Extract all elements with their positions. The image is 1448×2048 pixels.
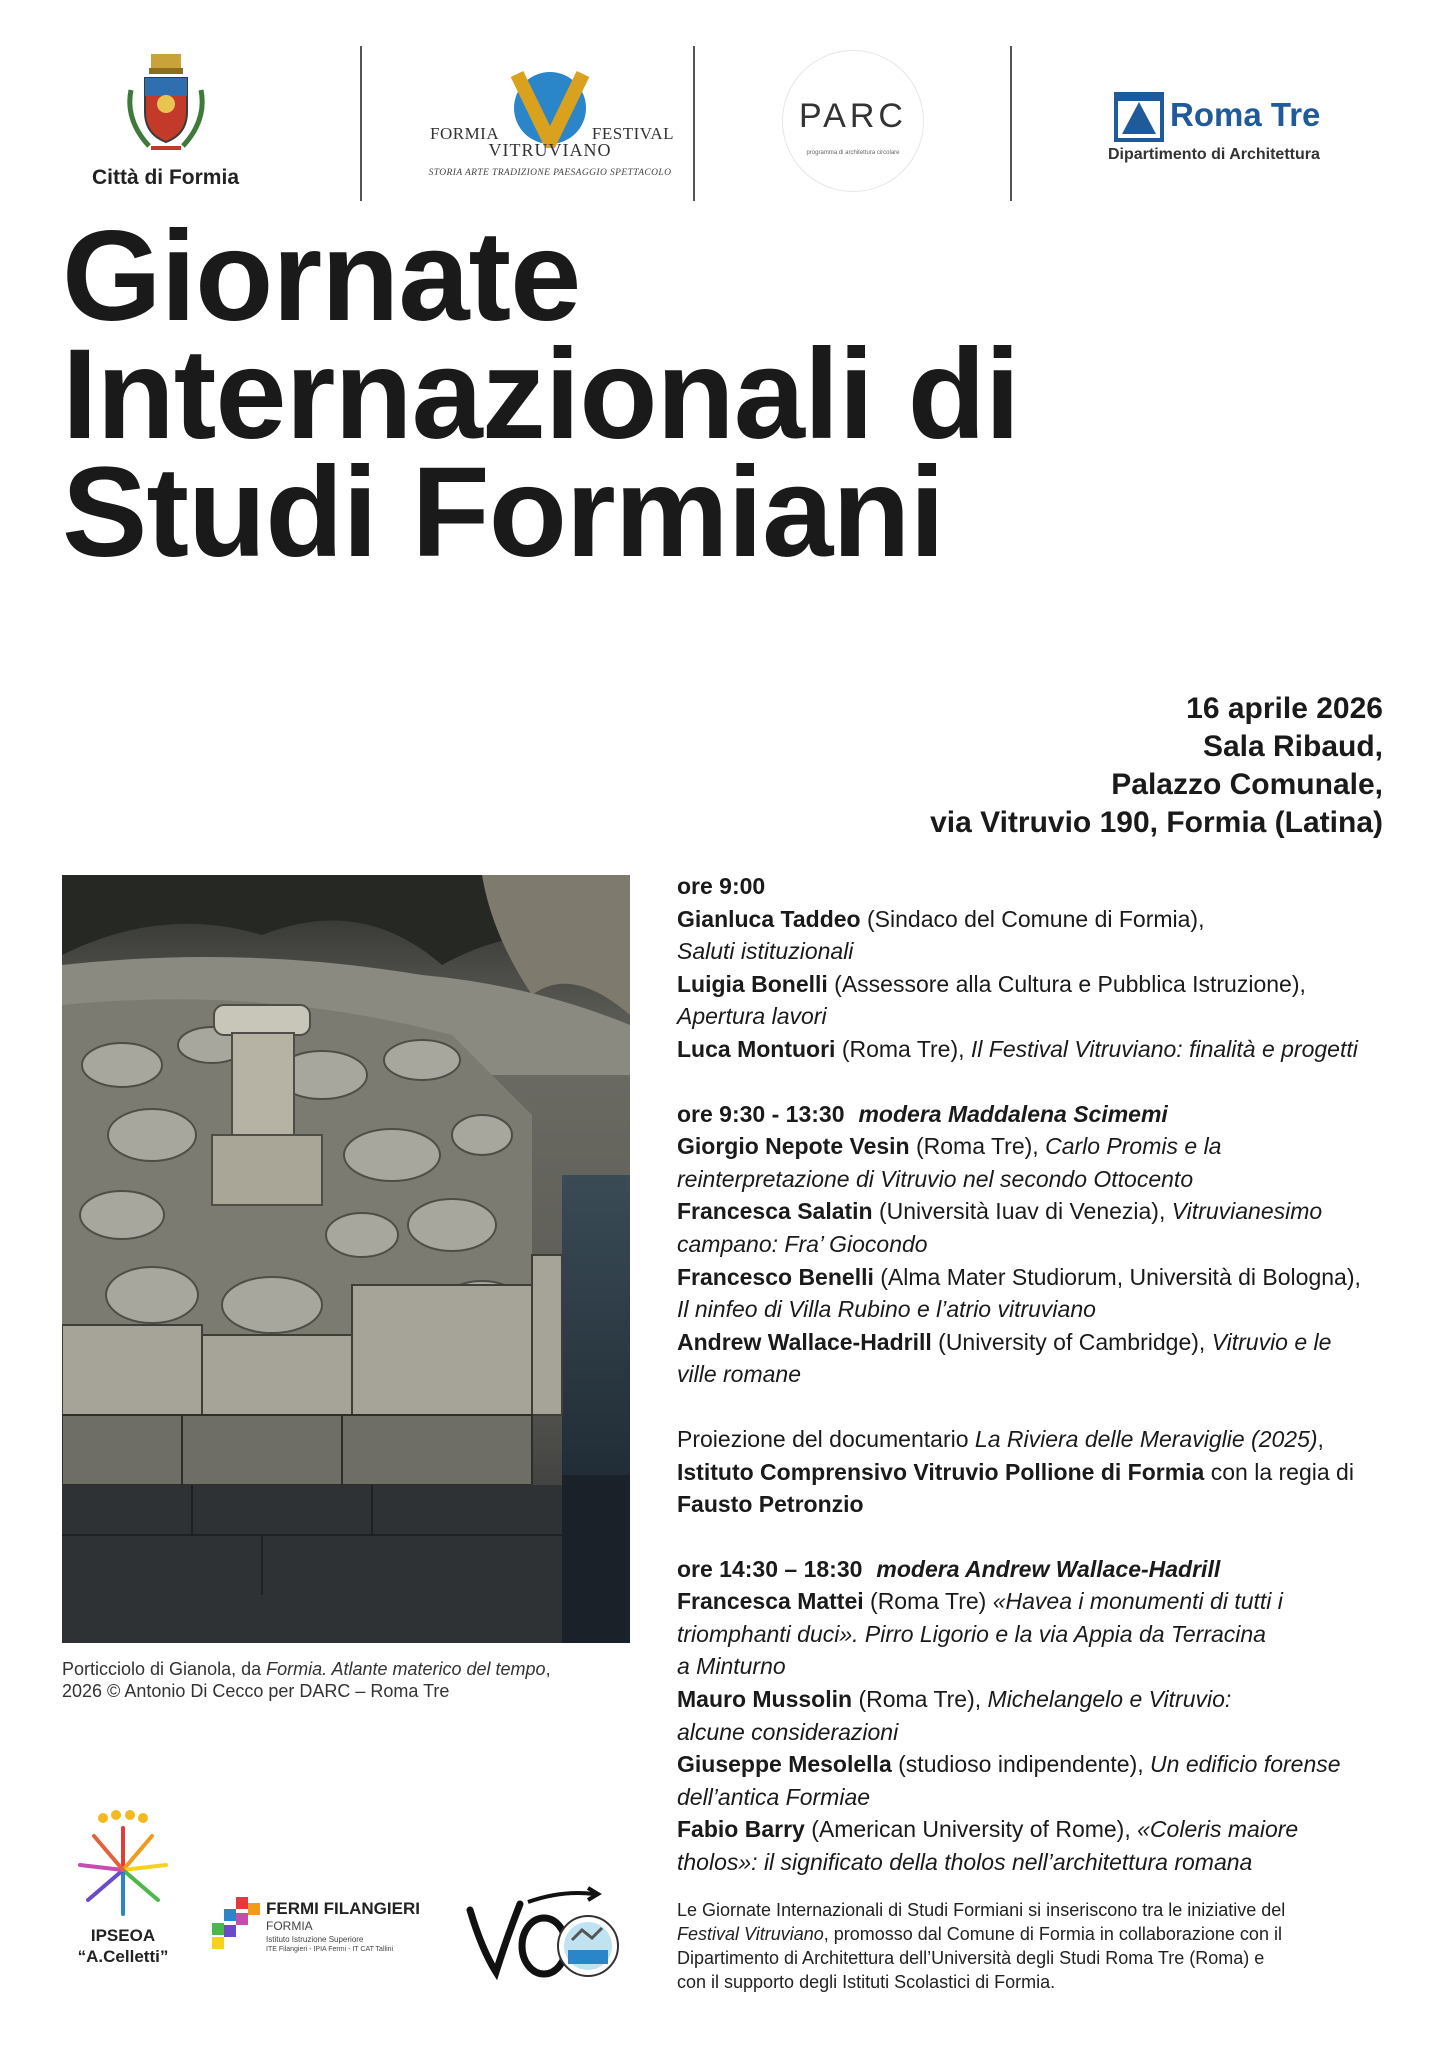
festival-mid-text: VITRUVIANO <box>488 140 612 160</box>
fermi-subtitle: Istituto Istruzione Superiore <box>266 1935 364 1944</box>
program-item: Francesca Mattei (Roma Tre) «Havea i monumenti di tutti i <box>677 1588 1283 1615</box>
program <box>677 870 1397 1879</box>
roma-tre-mark-icon <box>1114 92 1164 142</box>
festival-right-text: FESTIVAL <box>591 124 674 143</box>
speaker-name: Mauro Mussolin <box>677 1686 853 1713</box>
roma-tre-department: Dipartimento di Architettura <box>1108 146 1320 163</box>
documentary-line: Proiezione del documentario La Riviera delle Meraviglie (2025), <box>677 1425 1324 1452</box>
program-item: Francesco Benelli (Alma Mater Studiorum, Università di Bologna), <box>677 1263 1361 1290</box>
porticciolo-photo-image <box>62 875 630 1643</box>
city-crest-icon <box>121 50 211 160</box>
speaker-name: Fabio Barry <box>677 1816 805 1843</box>
talk-title: alcune considerazioni <box>677 1718 899 1745</box>
program-item: Giuseppe Mesolella (studioso indipendente), Un edificio forense <box>677 1751 1341 1778</box>
speaker-name: Luca Montuori <box>677 1035 836 1062</box>
session-time: ore 9:30 - 13:30 <box>677 1100 845 1127</box>
fermi-name: FERMI FILANGIERI <box>266 1899 420 1918</box>
talk-title: ville romane <box>677 1361 801 1388</box>
program-item: Luigia Bonelli (Assessore alla Cultura e Pubblica Istruzione), <box>677 970 1306 997</box>
header-divider <box>693 46 695 201</box>
documentary-director: Fausto Petronzio <box>677 1491 864 1518</box>
talk-title: a Minturno <box>677 1653 786 1680</box>
speaker-name: Andrew Wallace-Hadrill <box>677 1328 932 1355</box>
program-item: Giorgio Nepote Vesin (Roma Tre), Carlo Promis e la <box>677 1133 1222 1160</box>
ruins-photo <box>62 875 630 1643</box>
title-line: Giornate <box>62 205 581 348</box>
ipseoa-name: “A.Celletti” <box>77 1947 169 1966</box>
speaker-name: Gianluca Taddeo <box>677 905 861 932</box>
talk-title: campano: Fra’ Giocondo <box>677 1230 928 1257</box>
documentary-line: Istituto Comprensivo Vitruvio Pollione di Formia con la regia di <box>677 1458 1354 1485</box>
talk-title: dell’antica Formiae <box>677 1783 871 1810</box>
talk-title: Il Festival Vitruviano: finalità e progetti <box>970 1035 1358 1062</box>
roma-tre-logo <box>1108 88 1348 168</box>
title-line: Studi Formiani <box>62 441 944 584</box>
event-info <box>930 690 1383 842</box>
festival-left-text: FORMIA <box>430 124 500 143</box>
speaker-name: Giuseppe Mesolella <box>677 1751 892 1778</box>
talk-title: Apertura lavori <box>677 1003 827 1030</box>
header-divider <box>360 46 362 201</box>
ipseoa-star-icon <box>68 1810 178 1920</box>
talk-title: triomphanti duci». Pirro Ligorio e la via Appia da Terracina <box>677 1620 1266 1647</box>
speaker-name: Francesca Salatin <box>677 1198 873 1225</box>
speaker-name: Francesca Mattei <box>677 1588 864 1615</box>
parc-title: PARC <box>799 97 907 135</box>
event-venue: Sala Ribaud, <box>1202 730 1383 763</box>
festival-tagline: STORIA ARTE TRADIZIONE PAESAGGIO SPETTACOLO <box>428 168 672 178</box>
city-name: Città di Formia <box>91 166 239 189</box>
program-item: Andrew Wallace-Hadrill (University of Cambridge), Vitruvio e le <box>677 1328 1332 1355</box>
program-item: Fabio Barry (American University of Rome), «Coleris maiore <box>677 1816 1299 1843</box>
speaker-name: Giorgio Nepote Vesin <box>677 1133 910 1160</box>
session-time: ore 9:00 <box>677 873 766 899</box>
session-moderator: modera Maddalena Scimemi <box>858 1100 1168 1127</box>
roma-tre-title: Roma Tre <box>1170 96 1321 133</box>
program-item: Francesca Salatin (Università Iuav di Venezia), Vitruvianesimo <box>677 1198 1323 1225</box>
festival-v-icon <box>495 68 605 148</box>
city-crest-logo <box>78 50 253 200</box>
page-title <box>62 205 1402 584</box>
fermi-squares-icon <box>210 1895 264 1955</box>
talk-title: Il ninfeo di Villa Rubino e l’atrio vitruviano <box>677 1296 1096 1323</box>
festival-vitruviano-logo <box>420 68 680 188</box>
school-vp-icon <box>462 1880 622 1990</box>
event-address: via Vitruvio 190, Formia (Latina) <box>930 806 1383 839</box>
fermi-city: FORMIA <box>266 1919 313 1933</box>
event-venue: Palazzo Comunale, <box>1111 768 1383 801</box>
ipseoa-name: IPSEOA <box>90 1926 156 1945</box>
talk-title: reinterpretazione di Vitruvio nel secondo Ottocento <box>677 1165 1194 1192</box>
header-divider <box>1010 46 1012 201</box>
program-item: Luca Montuori (Roma Tre), Il Festival Vitruviano: finalità e progetti <box>677 1035 1358 1062</box>
title-line: Internazionali di <box>62 323 1020 466</box>
program-item: Mauro Mussolin (Roma Tre), Michelangelo e Vitruvio: <box>677 1686 1232 1713</box>
parc-logo <box>782 50 924 192</box>
parc-subtitle: programma di architettura circolare <box>806 150 900 156</box>
fermi-filangieri-logo <box>210 1895 425 1965</box>
event-date: 16 aprile 2026 <box>1186 692 1383 725</box>
talk-title: tholos»: il significato della tholos nell’architettura romana <box>677 1849 1253 1876</box>
footer-note: Le Giornate Internazionali di Studi Formiani si inseriscono tra le iniziative del Festival Vitruviano, promosso dal Comune di Formia in collaborazione con il Dipartimento di Architettura dell’Università degli Studi Roma Tre (Roma) e con il supporto degli Istituti Scolastici di Formia. <box>677 1900 1286 1992</box>
speaker-name: Francesco Benelli <box>677 1263 874 1290</box>
ipseoa-logo <box>58 1810 188 1967</box>
fermi-subtitle: ITE Filangieri - IPIA Fermi - IT CAT Tallini <box>266 1946 394 1953</box>
photo-caption: Porticciolo di Gianola, da Formia. Atlante materico del tempo, 2026 © Antonio Di Cecco per DARC – Roma Tre <box>62 1659 551 1701</box>
program-item: Gianluca Taddeo (Sindaco del Comune di Formia), <box>677 905 1205 932</box>
talk-title: Saluti istituzionali <box>677 938 854 965</box>
speaker-name: Luigia Bonelli <box>677 970 828 997</box>
session-moderator: modera Andrew Wallace-Hadrill <box>876 1555 1221 1582</box>
session-time: ore 14:30 – 18:30 <box>677 1555 863 1582</box>
vitruvio-pollione-logo <box>462 1880 622 1990</box>
